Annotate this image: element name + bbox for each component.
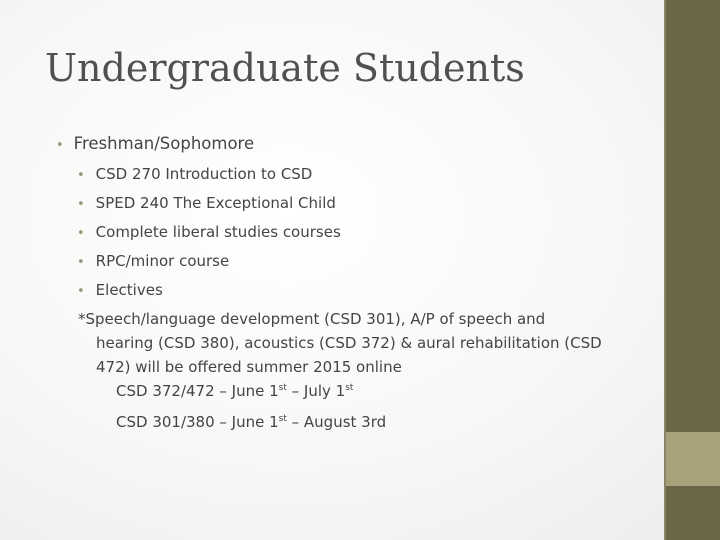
schedule-course: CSD 372/472 – June 1 [116, 382, 279, 400]
list-item [77, 194, 336, 212]
schedule-line [116, 413, 386, 431]
list-item-text: RPC/minor course [95, 252, 230, 270]
note-line: 472) will be offered summer 2015 online [96, 358, 402, 376]
schedule-course: CSD 301/380 – June 1 [116, 413, 279, 431]
list-item [77, 223, 341, 241]
list-item-text: Electives [95, 281, 163, 299]
schedule-line [116, 382, 353, 400]
list-item-text: CSD 270 Introduction to CSD [95, 165, 313, 183]
note-line: *Speech/language development (CSD 301), A/P of speech and [78, 310, 546, 328]
bullet-icon: • [77, 226, 85, 241]
bullet-icon: • [77, 168, 85, 183]
bullet-icon: • [56, 138, 64, 153]
bullet-icon: • [77, 197, 85, 212]
bullet-level1-text: Freshman/Sophomore [73, 134, 255, 153]
schedule-sup: st [278, 414, 287, 424]
schedule-sup: st [345, 383, 354, 393]
list-item [77, 281, 163, 299]
bullet-icon: • [77, 255, 85, 270]
list-item-text: SPED 240 The Exceptional Child [95, 194, 336, 212]
note-line: hearing (CSD 380), acoustics (CSD 372) & aural rehabilitation (CSD [96, 334, 602, 352]
bullet-icon: • [77, 284, 85, 299]
bullet-level1 [56, 134, 254, 153]
schedule-mid: – August 3rd [286, 413, 387, 431]
list-item [77, 252, 229, 270]
list-item-text: Complete liberal studies courses [95, 223, 341, 241]
list-item [77, 165, 312, 183]
schedule-sup: st [278, 383, 287, 393]
slide-title: Undergraduate Students [45, 46, 525, 90]
schedule-mid: – July 1 [286, 382, 346, 400]
decorative-sidebar-accent [666, 432, 720, 486]
